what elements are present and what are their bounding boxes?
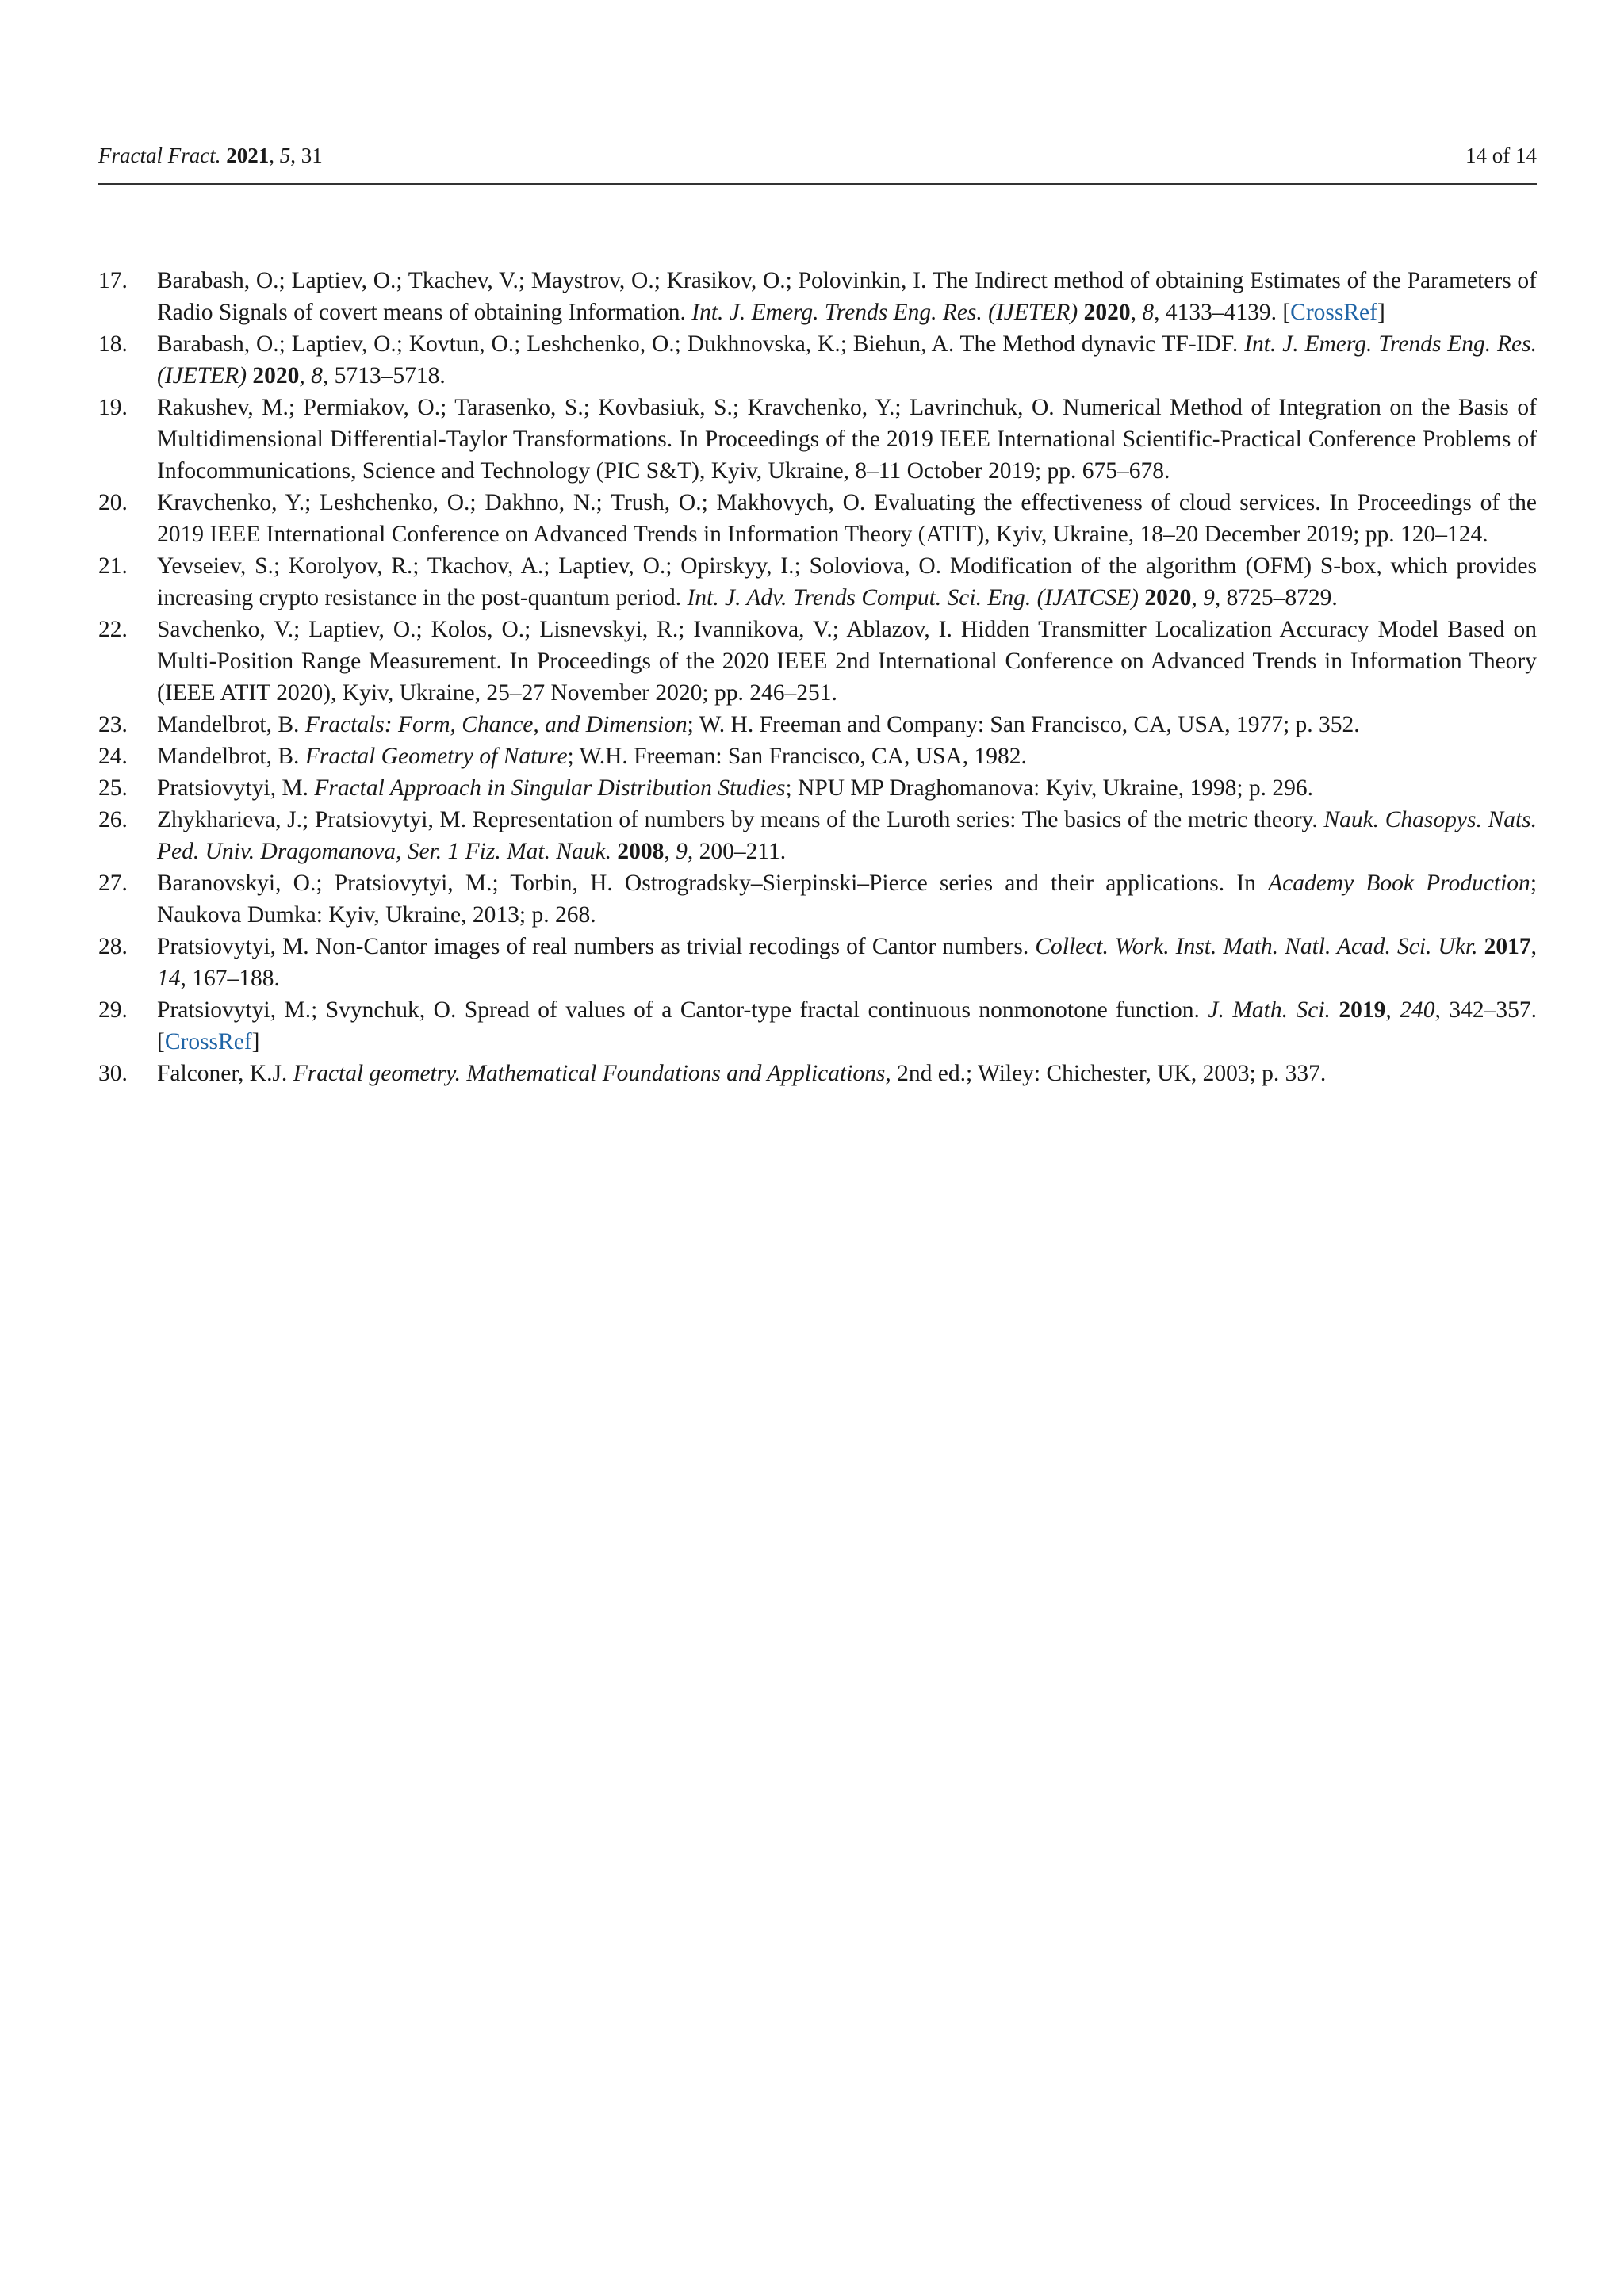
reference-number: 20. bbox=[98, 490, 128, 515]
reference-year: 2020 bbox=[1083, 300, 1131, 325]
reference-segment: , bbox=[1191, 585, 1204, 610]
reference-item bbox=[98, 994, 1537, 1058]
crossref-link[interactable]: CrossRef bbox=[1290, 300, 1377, 325]
reference-segment: Yevseiev, S.; Korolyov, R.; Tkachov, A.; Laptiev, O.; Opirskyy, I.; Soloviova, O. Modification of the algorithm (OFM) S-box, which provides increasing crypto resistance in the post-quantum period. bbox=[157, 553, 1537, 610]
reference-segment: Falconer, K.J. bbox=[157, 1061, 293, 1086]
reference-segment bbox=[1331, 997, 1339, 1023]
reference-number: 27. bbox=[98, 871, 128, 896]
reference-text bbox=[157, 712, 1360, 737]
reference-segment: , bbox=[664, 839, 676, 864]
reference-italic-text: Collect. Work. Inst. Math. Natl. Acad. Sci. Ukr. bbox=[1035, 934, 1478, 959]
reference-number: 25. bbox=[98, 775, 128, 801]
reference-italic-text: Academy Book Production bbox=[1268, 871, 1530, 896]
reference-text bbox=[157, 934, 1537, 991]
article-number: 31 bbox=[301, 144, 323, 167]
reference-item bbox=[98, 392, 1537, 487]
reference-item bbox=[98, 550, 1537, 614]
reference-number: 26. bbox=[98, 807, 128, 832]
reference-text bbox=[157, 997, 1537, 1054]
reference-segment: Barabash, O.; Laptiev, O.; Tkachev, V.; Maystrov, O.; Krasikov, O.; Polovinkin, I. The Indirect method of obtaining Estimates of the Parameters of Radio Signals of covert means of obtaining Information. bbox=[157, 268, 1537, 325]
journal-year: 2021 bbox=[226, 144, 270, 167]
journal-name: Fractal Fract. bbox=[98, 144, 221, 167]
reference-item bbox=[98, 265, 1537, 328]
reference-segment: , bbox=[1385, 997, 1400, 1023]
reference-item bbox=[98, 772, 1537, 804]
reference-italic-text: Nauk. Chasopys. Nats. Ped. Univ. Dragomanova, Ser. 1 Fiz. Mat. Nauk. bbox=[157, 807, 1537, 864]
reference-text bbox=[157, 871, 1537, 928]
reference-italic-text: J. Math. Sci. bbox=[1208, 997, 1331, 1023]
reference-number: 18. bbox=[98, 331, 128, 357]
reference-italic-text: Int. J. Emerg. Trends Eng. Res. (IJETER) bbox=[157, 331, 1537, 388]
reference-italic-text: 240 bbox=[1400, 997, 1435, 1023]
reference-segment: ; NPU MP Draghomanova: Kyiv, Ukraine, 1998; p. 296. bbox=[785, 775, 1314, 801]
reference-text bbox=[157, 268, 1537, 325]
reference-year: 2008 bbox=[617, 839, 665, 864]
reference-text bbox=[157, 395, 1537, 484]
reference-italic-text: Int. J. Adv. Trends Comput. Sci. Eng. (IJATCSE) bbox=[687, 585, 1139, 610]
reference-italic-text: Fractals: Form, Chance, and Dimension bbox=[304, 712, 688, 737]
reference-number: 22. bbox=[98, 617, 128, 642]
reference-item bbox=[98, 931, 1537, 994]
reference-number: 21. bbox=[98, 553, 128, 579]
crossref-link[interactable]: CrossRef bbox=[164, 1029, 252, 1054]
journal-volume: 5 bbox=[279, 144, 291, 167]
reference-segment: Mandelbrot, B. bbox=[157, 712, 305, 737]
reference-text bbox=[157, 490, 1537, 547]
reference-italic-text: 9 bbox=[1203, 585, 1215, 610]
reference-text bbox=[157, 553, 1537, 610]
reference-segment: , bbox=[1130, 300, 1143, 325]
reference-segment: Zhykharieva, J.; Pratsiovytyi, M. Representation of numbers by means of the Luroth series: The basics of the metric theory. bbox=[157, 807, 1324, 832]
reference-segment: Pratsiovytyi, M. bbox=[157, 775, 315, 801]
reference-text bbox=[157, 744, 1027, 769]
reference-segment: Kravchenko, Y.; Leshchenko, O.; Dakhno, N.; Trush, O.; Makhovych, O. Evaluating the effectiveness of cloud services. In Proceedings of the 2019 IEEE International Conference on Advanced Trends in Information Theory (ATIT), Kyiv, Ukraine, 18–20 December 2019; pp. 120–124. bbox=[157, 490, 1537, 547]
reference-segment bbox=[1478, 934, 1484, 959]
reference-segment: Baranovskyi, O.; Pratsiovytyi, M.; Torbin, H. Ostrogradsky–Sierpinski–Pierce series and their applications. In bbox=[157, 871, 1269, 896]
reference-segment: , 200–211. bbox=[687, 839, 787, 864]
reference-segment: Pratsiovytyi, M. Non-Cantor images of real numbers as trivial recodings of Cantor numbers. bbox=[157, 934, 1036, 959]
reference-segment: ; W. H. Freeman and Company: San Francisco, CA, USA, 1977; p. 352. bbox=[687, 712, 1360, 737]
reference-segment: , 8725–8729. bbox=[1214, 585, 1338, 610]
reference-segment: ; W.H. Freeman: San Francisco, CA, USA, 1982. bbox=[567, 744, 1027, 769]
reference-text bbox=[157, 775, 1313, 801]
reference-segment: Pratsiovytyi, M.; Svynchuk, O. Spread of values of a Cantor-type fractal continuous nonmonotone function. bbox=[157, 997, 1208, 1023]
reference-year: 2020 bbox=[1144, 585, 1192, 610]
reference-segment: , bbox=[1530, 934, 1537, 959]
reference-text bbox=[157, 617, 1537, 706]
header-rule bbox=[98, 183, 1537, 185]
reference-item bbox=[98, 804, 1537, 867]
reference-segment: , 167–188. bbox=[180, 966, 280, 991]
reference-segment: , 5713–5718. bbox=[322, 363, 446, 388]
reference-segment: Rakushev, M.; Permiakov, O.; Tarasenko, S.; Kovbasiuk, S.; Kravchenko, Y.; Lavrinchuk, O. Numerical Method of Integration on the Basis of Multidimensional Differential-Taylor Transformations. In Proceedings of the 2019 IEEE International Scientific-Practical Conference Problems of Infocommunications, Science and Technology (PIC S&T), Kyiv, Ukraine, 8–11 October 2019; pp. 675–678. bbox=[157, 395, 1537, 484]
reference-item bbox=[98, 328, 1537, 392]
reference-number: 30. bbox=[98, 1061, 128, 1086]
reference-segment: Barabash, O.; Laptiev, O.; Kovtun, O.; Leshchenko, O.; Dukhnovska, K.; Biehun, A. The Method dynavic TF-IDF. bbox=[157, 331, 1245, 357]
reference-italic-text: 8 bbox=[1142, 300, 1155, 325]
reference-number: 29. bbox=[98, 997, 128, 1023]
reference-segment: , 2nd ed.; Wiley: Chichester, UK, 2003; p. 337. bbox=[885, 1061, 1327, 1086]
reference-item bbox=[98, 709, 1537, 740]
reference-item bbox=[98, 740, 1537, 772]
reference-list bbox=[98, 265, 1537, 1089]
reference-number: 17. bbox=[98, 268, 128, 293]
reference-segment: , 4133–4139. [ bbox=[1154, 300, 1291, 325]
page-number: 14 of 14 bbox=[1465, 144, 1537, 167]
reference-italic-text: Fractal Approach in Singular Distribution Studies bbox=[314, 775, 786, 801]
reference-item bbox=[98, 867, 1537, 931]
reference-segment: ] bbox=[1377, 300, 1385, 325]
reference-year: 2017 bbox=[1484, 934, 1531, 959]
journal-citation: Fractal Fract. 2021, 5, 31 bbox=[98, 144, 323, 167]
reference-italic-text: Fractal geometry. Mathematical Foundations and Applications bbox=[293, 1061, 886, 1086]
reference-segment: Mandelbrot, B. bbox=[157, 744, 305, 769]
reference-number: 23. bbox=[98, 712, 128, 737]
reference-segment: , bbox=[299, 363, 312, 388]
reference-italic-text: 14 bbox=[157, 966, 181, 991]
reference-item bbox=[98, 1058, 1537, 1089]
reference-segment: ; Naukova Dumka: Kyiv, Ukraine, 2013; p. 268. bbox=[157, 871, 1538, 928]
reference-italic-text: Fractal Geometry of Nature bbox=[304, 744, 568, 769]
reference-item bbox=[98, 487, 1537, 550]
reference-text bbox=[157, 331, 1537, 388]
reference-year: 2019 bbox=[1339, 997, 1386, 1023]
reference-italic-text: 9 bbox=[676, 839, 688, 864]
reference-number: 24. bbox=[98, 744, 128, 769]
reference-segment: Savchenko, V.; Laptiev, O.; Kolos, O.; Lisnevskyi, R.; Ivannikova, V.; Ablazov, I. Hidden Transmitter Localization Accuracy Model Based on Multi-Position Range Measurement. In Proceedings of the 2020 IEEE 2nd International Conference on Advanced Trends in Information Theory (IEEE ATIT 2020), Kyiv, Ukraine, 25–27 November 2020; pp. 246–251. bbox=[157, 617, 1537, 706]
reference-number: 19. bbox=[98, 395, 128, 420]
reference-segment bbox=[1078, 300, 1083, 325]
reference-number: 28. bbox=[98, 934, 128, 959]
reference-segment: ] bbox=[251, 1029, 260, 1054]
reference-year: 2020 bbox=[252, 363, 300, 388]
reference-item bbox=[98, 614, 1537, 709]
reference-text bbox=[157, 1061, 1326, 1086]
reference-italic-text: Int. J. Emerg. Trends Eng. Res. (IJETER) bbox=[691, 300, 1078, 325]
reference-italic-text: 8 bbox=[311, 363, 323, 388]
reference-text bbox=[157, 807, 1537, 864]
reference-segment: , 342–357. [ bbox=[157, 997, 1538, 1054]
